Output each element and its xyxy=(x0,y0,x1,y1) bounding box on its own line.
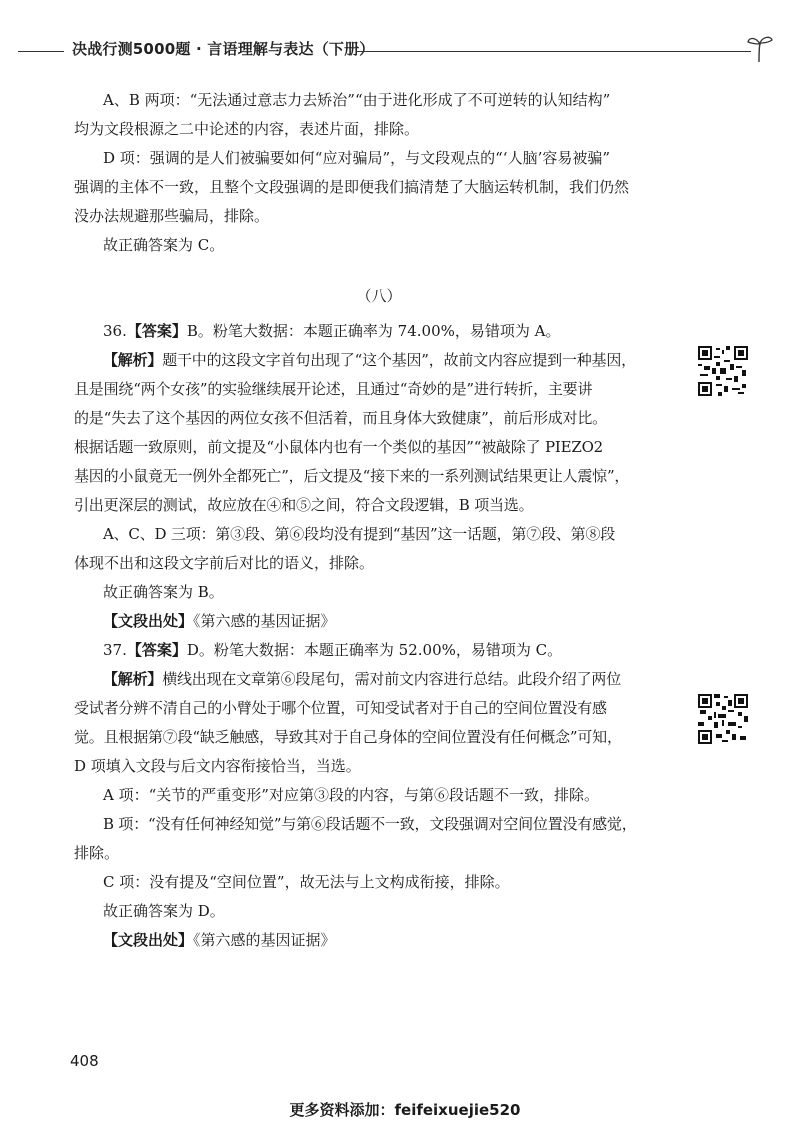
book-title: 决战行测5000题 · 言语理解与表达（下册） xyxy=(72,40,375,58)
q37-conclusion: 故正确答案为 D。 xyxy=(103,902,225,920)
para-d-line3: 没办法规避那些骗局，排除。 xyxy=(74,207,270,225)
header-rule-right xyxy=(356,51,751,52)
q37-analysis-label: 【解析】 xyxy=(103,670,163,688)
para-conclusion-c: 故正确答案为 C。 xyxy=(103,236,225,254)
q36-answer-label: 【答案】 xyxy=(126,322,187,340)
q37-analysis-first xyxy=(74,665,684,694)
q36-analysis-line: 的是“失去了这个基因的两位女孩不但活着，而且身体大致健康”，前后形成对比。 xyxy=(74,409,607,427)
q37-answer-label: 【答案】 xyxy=(126,641,187,659)
q37-analysis-line: D 项填入文段与后文内容衔接恰当，当选。 xyxy=(74,757,361,775)
q37-option-b-line1: B 项：“没有任何神经知觉”与第⑥段话题不一致，文段强调对空间位置没有感觉， xyxy=(103,815,637,833)
q36-analysis-line: 基因的小鼠竟无一例外全都死亡”，后文提及“接下来的一系列测试结果更让人震惊”， xyxy=(74,467,630,485)
qr-code-icon[interactable] xyxy=(698,346,748,396)
q37-analysis-line: 受试者分辨不清自己的小臂处于哪个位置，可知受试者对于自己的空间位置没有感 xyxy=(74,699,607,717)
header-rule-left xyxy=(18,51,64,52)
q37-source-text: 《第六感的基因证据》 xyxy=(193,931,336,949)
q36-source-label: 【文段出处】 xyxy=(103,612,194,630)
q36-acd-line2: 体现不出和这段文字前后对比的语义，排除。 xyxy=(74,554,375,572)
q37-source-label: 【文段出处】 xyxy=(103,931,194,949)
q37-answer xyxy=(74,636,684,665)
section-title: （八） xyxy=(356,287,402,305)
answer-content xyxy=(74,86,684,955)
footer-contact: 更多资料添加：feifeixuejie520 xyxy=(289,1101,521,1119)
q37-option-a: A 项：“关节的严重变形”对应第③段的内容，与第⑥段话题不一致，排除。 xyxy=(103,786,599,804)
q36-number: 36. xyxy=(103,322,127,340)
para-ab-line1: A、B 两项：“无法通过意志力去矫治”“由于进化形成了不可逆转的认知结构” xyxy=(103,91,611,109)
q36-analysis-first-text: 题干中的这段文字首句出现了“这个基因”，故前文内容应提到一种基因， xyxy=(162,351,636,369)
q36-analysis-first xyxy=(74,346,684,375)
page-number: 408 xyxy=(70,1052,99,1070)
q36-answer xyxy=(74,317,684,346)
sprout-icon xyxy=(742,34,776,64)
q36-analysis-label: 【解析】 xyxy=(103,351,163,369)
q37-number: 37. xyxy=(103,641,127,659)
q36-conclusion: 故正确答案为 B。 xyxy=(103,583,224,601)
q37-option-b-line2: 排除。 xyxy=(74,844,120,862)
q37-option-c: C 项：没有提及“空间位置”，故无法与上文构成衔接，排除。 xyxy=(103,873,510,891)
q36-analysis-line: 引出更深层的测试，故应放在④和⑤之间，符合文段逻辑，B 项当选。 xyxy=(74,496,534,514)
q36-acd-line1: A、C、D 三项：第③段、第⑥段均没有提到“基因”这一话题，第⑦段、第⑧段 xyxy=(103,525,616,543)
q36-answer-text: B。粉笔大数据：本题正确率为 74.00%，易错项为 A。 xyxy=(186,322,561,340)
q37-analysis-line: 觉。且根据第⑦段“缺乏触感，导致其对于自己身体的空间位置没有任何概念”可知， xyxy=(74,728,622,746)
qr-code-icon[interactable] xyxy=(698,694,748,744)
para-d-line2: 强调的主体不一致，且整个文段强调的是即便我们搞清楚了大脑运转机制，我们仍然 xyxy=(74,178,630,196)
q36-analysis-line: 根据话题一致原则，前文提及“小鼠体内也有一个类似的基因”“被敲除了 PIEZO2 xyxy=(74,438,604,456)
q37-answer-text: D。粉笔大数据：本题正确率为 52.00%，易错项为 C。 xyxy=(186,641,563,659)
q36-source xyxy=(74,607,684,636)
running-header xyxy=(18,34,778,64)
q37-source xyxy=(74,926,684,955)
q36-source-text: 《第六感的基因证据》 xyxy=(193,612,336,630)
q36-analysis-line: 且是围绕“两个女孩”的实验继续展开论述，且通过“奇妙的是”进行转折，主要讲 xyxy=(74,380,593,398)
para-d-line1: D 项：强调的是人们被骗要如何“应对骗局”，与文段观点的“‘人脑’容易被骗” xyxy=(103,149,611,167)
para-ab-line2: 均为文段根源之二中论述的内容，表述片面，排除。 xyxy=(74,120,420,138)
q37-analysis-first-text: 横线出现在文章第⑥段尾句，需对前文内容进行总结。此段介绍了两位 xyxy=(162,670,622,688)
